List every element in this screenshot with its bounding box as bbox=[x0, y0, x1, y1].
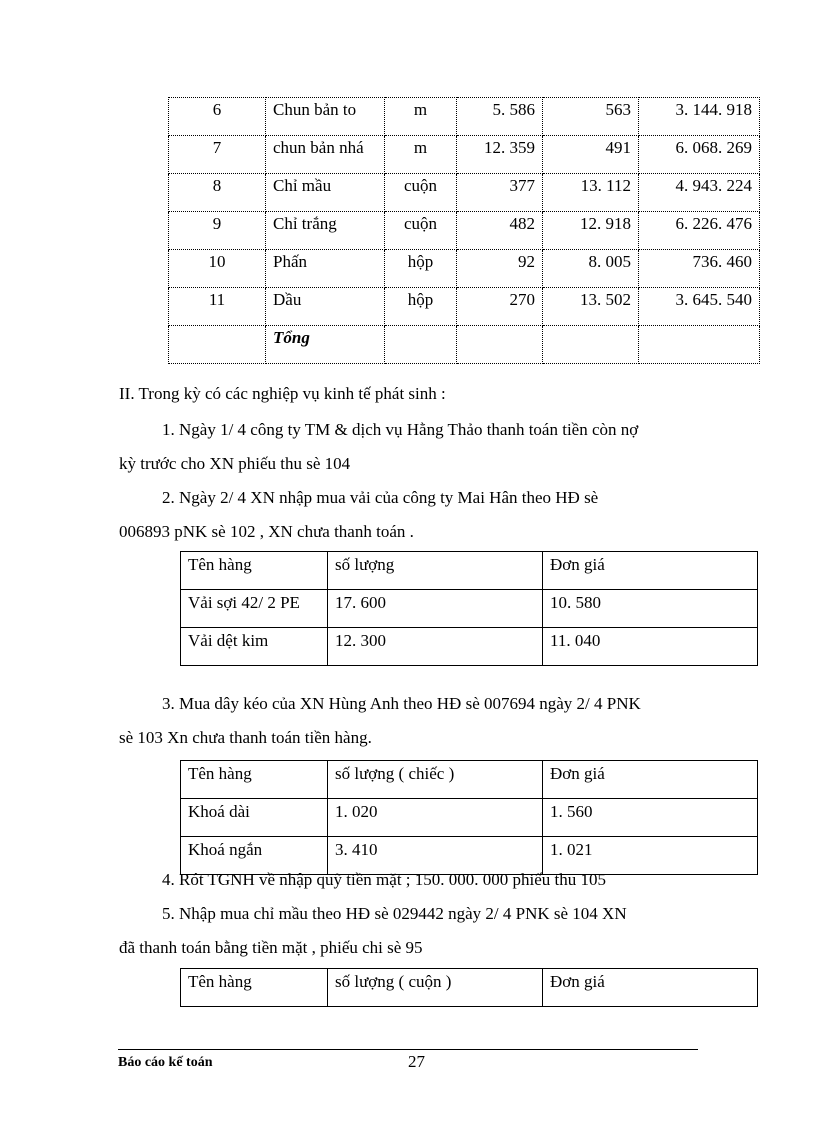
item-2-line-2: 006893 pNK sè 102 , XN chưa thanh toán . bbox=[119, 522, 414, 541]
header-unit-price: Đơn giá bbox=[543, 552, 758, 590]
unit: hộp bbox=[385, 250, 457, 288]
item-1-line-2: kỳ trước cho XN phiếu thu sè 104 bbox=[119, 454, 351, 473]
row-number: 7 bbox=[169, 136, 266, 174]
section-heading: II. Trong kỳ có các nghiệp vụ kinh tế phát sinh : bbox=[119, 384, 446, 403]
row-number: 6 bbox=[169, 98, 266, 136]
table-row bbox=[181, 799, 758, 837]
unit-price: 8. 005 bbox=[543, 250, 639, 288]
item-2-line-1: 2. Ngày 2/ 4 XN nhập mua vải của công ty Mai Hân theo HĐ sè bbox=[162, 488, 599, 507]
table-header-row bbox=[181, 969, 758, 1007]
table-row bbox=[169, 98, 760, 136]
unit-price: 1. 560 bbox=[543, 799, 758, 837]
unit-price: 1. 021 bbox=[543, 837, 758, 875]
footer-title: Báo cáo kế toán bbox=[118, 1055, 213, 1070]
unit: cuộn bbox=[385, 174, 457, 212]
amount: 736. 460 bbox=[639, 250, 760, 288]
table-row bbox=[181, 837, 758, 875]
total-row bbox=[169, 326, 760, 364]
item-name: Dầu bbox=[266, 288, 385, 326]
item-name: Khoá dài bbox=[181, 799, 328, 837]
empty-cell bbox=[457, 326, 543, 364]
row-number: 11 bbox=[169, 288, 266, 326]
quantity: 377 bbox=[457, 174, 543, 212]
amount: 3. 645. 540 bbox=[639, 288, 760, 326]
thread-purchase-table bbox=[180, 968, 758, 1007]
zipper-purchase-table bbox=[180, 760, 758, 875]
header-unit-price: Đơn giá bbox=[543, 969, 758, 1007]
total-label: Tổng bbox=[266, 326, 385, 364]
amount: 4. 943. 224 bbox=[639, 174, 760, 212]
item-name: Chun bản to bbox=[266, 98, 385, 136]
table-row bbox=[169, 212, 760, 250]
empty-cell bbox=[385, 326, 457, 364]
item-name: chun bản nhá bbox=[266, 136, 385, 174]
quantity: 3. 410 bbox=[328, 837, 543, 875]
header-quantity: số lượng ( chiếc ) bbox=[328, 761, 543, 799]
unit-price: 13. 502 bbox=[543, 288, 639, 326]
item-3-line-1: 3. Mua dây kéo của XN Hùng Anh theo HĐ sè 007694 ngày 2/ 4 PNK bbox=[162, 694, 641, 713]
table-row bbox=[181, 628, 758, 666]
quantity: 92 bbox=[457, 250, 543, 288]
unit: m bbox=[385, 136, 457, 174]
unit-price: 13. 112 bbox=[543, 174, 639, 212]
quantity: 5. 586 bbox=[457, 98, 543, 136]
table-row bbox=[169, 136, 760, 174]
unit-price: 10. 580 bbox=[543, 590, 758, 628]
unit-price: 491 bbox=[543, 136, 639, 174]
empty-cell bbox=[169, 326, 266, 364]
header-item-name: Tên hàng bbox=[181, 552, 328, 590]
table-header-row bbox=[181, 761, 758, 799]
quantity: 270 bbox=[457, 288, 543, 326]
unit: hộp bbox=[385, 288, 457, 326]
unit-price: 563 bbox=[543, 98, 639, 136]
row-number: 10 bbox=[169, 250, 266, 288]
header-quantity: số lượng bbox=[328, 552, 543, 590]
quantity: 17. 600 bbox=[328, 590, 543, 628]
item-5-line-1: 5. Nhập mua chỉ mầu theo HĐ sè 029442 ngày 2/ 4 PNK sè 104 XN bbox=[162, 904, 627, 923]
unit-price: 12. 918 bbox=[543, 212, 639, 250]
row-number: 9 bbox=[169, 212, 266, 250]
fabric-purchase-table bbox=[180, 551, 758, 666]
item-name: Vải dệt kim bbox=[181, 628, 328, 666]
table-row bbox=[169, 288, 760, 326]
item-name: Khoá ngắn bbox=[181, 837, 328, 875]
unit: cuộn bbox=[385, 212, 457, 250]
item-name: Phấn bbox=[266, 250, 385, 288]
amount: 6. 226. 476 bbox=[639, 212, 760, 250]
amount: 6. 068. 269 bbox=[639, 136, 760, 174]
header-quantity: số lượng ( cuộn ) bbox=[328, 969, 543, 1007]
unit-price: 11. 040 bbox=[543, 628, 758, 666]
quantity: 1. 020 bbox=[328, 799, 543, 837]
item-name: Chỉ trắng bbox=[266, 212, 385, 250]
row-number: 8 bbox=[169, 174, 266, 212]
footer-divider bbox=[118, 1049, 698, 1050]
header-item-name: Tên hàng bbox=[181, 761, 328, 799]
item-4: 4. Rót TGNH về nhập quỹ tiền mặt ; 150. 000. 000 phiếu thu 105 bbox=[162, 870, 607, 889]
unit: m bbox=[385, 98, 457, 136]
table-row bbox=[169, 174, 760, 212]
page-number: 27 bbox=[408, 1052, 425, 1071]
item-3-line-2: sè 103 Xn chưa thanh toán tiền hàng. bbox=[119, 728, 372, 747]
item-5-line-2: đã thanh toán bằng tiền mặt , phiếu chi sè 95 bbox=[119, 938, 423, 957]
quantity: 12. 300 bbox=[328, 628, 543, 666]
amount: 3. 144. 918 bbox=[639, 98, 760, 136]
table-header-row bbox=[181, 552, 758, 590]
header-item-name: Tên hàng bbox=[181, 969, 328, 1007]
table-row bbox=[181, 590, 758, 628]
table-row bbox=[169, 250, 760, 288]
item-name: Chỉ mầu bbox=[266, 174, 385, 212]
empty-cell bbox=[639, 326, 760, 364]
header-unit-price: Đơn giá bbox=[543, 761, 758, 799]
quantity: 12. 359 bbox=[457, 136, 543, 174]
quantity: 482 bbox=[457, 212, 543, 250]
empty-cell bbox=[543, 326, 639, 364]
item-name: Vải sợi 42/ 2 PE bbox=[181, 590, 328, 628]
inventory-table bbox=[168, 97, 760, 364]
item-1-line-1: 1. Ngày 1/ 4 công ty TM & dịch vụ Hằng Thảo thanh toán tiền còn nợ bbox=[162, 420, 639, 439]
